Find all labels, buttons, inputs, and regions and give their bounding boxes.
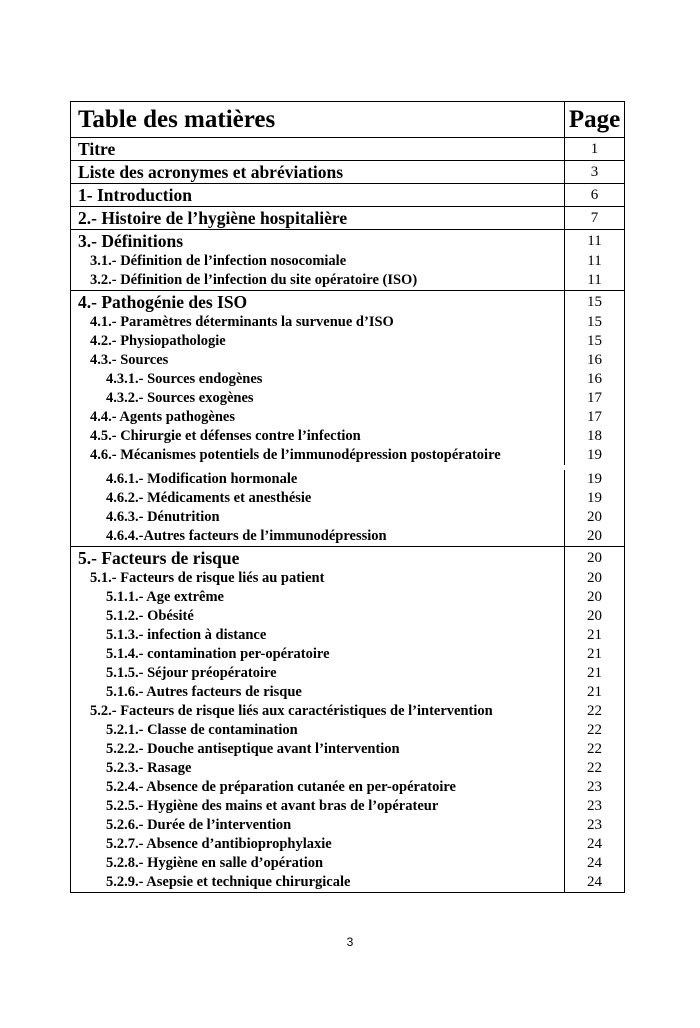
- toc-entry-page: 15: [587, 314, 602, 330]
- toc-entry-page: 11: [587, 253, 602, 269]
- toc-page-header: Page: [568, 106, 621, 133]
- toc-entry-label: 5.1.- Facteurs de risque liés au patient: [71, 569, 565, 588]
- toc-entry-label: Titre: [71, 138, 565, 160]
- toc-entry-label: 5.2.4.- Absence de préparation cutanée en per-opératoire: [71, 778, 565, 797]
- toc-entry-page: 23: [587, 779, 602, 795]
- toc-entry-label: 4.6.1.- Modification hormonale: [71, 470, 565, 489]
- toc-entry: [71, 489, 624, 508]
- toc-entry-page: 17: [587, 409, 602, 425]
- toc-entry-label: 4.3.- Sources: [71, 351, 565, 370]
- toc-entry: [71, 271, 624, 290]
- toc-entry-page: 7: [590, 210, 599, 226]
- toc-entry-page: 15: [587, 333, 602, 349]
- toc-entry-label: 4.- Pathogénie des ISO: [71, 291, 565, 313]
- toc-entry: [71, 252, 624, 271]
- toc-entry: [71, 778, 624, 797]
- toc-entry: [71, 569, 624, 588]
- toc-entry: [71, 547, 624, 569]
- toc-entry-page: 20: [587, 509, 602, 525]
- toc-entry-label: 3.- Définitions: [71, 230, 565, 252]
- toc-entry-label: 5.2.1.- Classe de contamination: [71, 721, 565, 740]
- toc-entry-page: 3: [590, 164, 599, 180]
- toc-entry-label: 4.3.1.- Sources endogènes: [71, 370, 565, 389]
- toc-entry-label: 4.6.3.- Dénutrition: [71, 508, 565, 527]
- toc-entry-label: 2.- Histoire de l’hygiène hospitalière: [71, 207, 565, 229]
- page-number: 3: [346, 935, 354, 949]
- toc-section: [71, 207, 624, 230]
- toc-entry-label: 5.1.3.- infection à distance: [71, 626, 565, 645]
- toc-entry-label: 5.1.2.- Obésité: [71, 607, 565, 626]
- toc-entry-page: 21: [587, 627, 602, 643]
- toc-entry: [71, 207, 624, 229]
- toc-entry-page: 20: [587, 608, 602, 624]
- toc-entry-page: 11: [587, 272, 602, 288]
- toc-entry-page: 24: [587, 836, 602, 852]
- toc-entry-page: 20: [587, 589, 602, 605]
- toc-entry: [71, 664, 624, 683]
- toc-entry-page: 20: [587, 550, 602, 566]
- toc-entry: [71, 370, 624, 389]
- toc-entry: [71, 446, 624, 465]
- toc-entry: [71, 527, 624, 546]
- toc-entry: [71, 721, 624, 740]
- toc-entry-label: 5.2.9.- Asepsie et technique chirurgicale: [71, 873, 565, 892]
- toc-entry: [71, 740, 624, 759]
- toc-entry: [71, 230, 624, 252]
- toc-entry-page: 23: [587, 817, 602, 833]
- toc-entry: [71, 797, 624, 816]
- toc-entry-label: Liste des acronymes et abréviations: [71, 161, 565, 183]
- toc-entry-label: 4.6.- Mécanismes potentiels de l’immunodépression postopératoire: [71, 446, 565, 465]
- toc-entry-label: 4.5.- Chirurgie et défenses contre l’infection: [71, 427, 565, 446]
- toc-entry-page: 16: [587, 371, 602, 387]
- toc-entry-page: 24: [587, 855, 602, 871]
- toc-entry-page: 21: [587, 684, 602, 700]
- toc-entry-label: 5.2.6.- Durée de l’intervention: [71, 816, 565, 835]
- toc-section: [71, 138, 624, 161]
- toc-entry-page: 20: [587, 570, 602, 586]
- toc-entry-label: 5.1.5.- Séjour préopératoire: [71, 664, 565, 683]
- toc-entry: [71, 835, 624, 854]
- toc-section: [71, 291, 624, 547]
- toc-entry-page: 24: [587, 874, 602, 890]
- toc-entry-label: 4.6.2.- Médicaments et anesthésie: [71, 489, 565, 508]
- toc-entry-label: 1- Introduction: [71, 184, 565, 206]
- toc-entry: [71, 588, 624, 607]
- toc-entry-label: 5.2.2.- Douche antiseptique avant l’intervention: [71, 740, 565, 759]
- toc-entry-page: 1: [590, 141, 599, 157]
- toc-entry: [71, 816, 624, 835]
- toc-entry-label: 4.2.- Physiopathologie: [71, 332, 565, 351]
- toc-entry-label: 5.1.1.- Age extrême: [71, 588, 565, 607]
- toc-entry-label: 5.1.6.- Autres facteurs de risque: [71, 683, 565, 702]
- toc-entry: [71, 607, 624, 626]
- toc-section: [71, 230, 624, 291]
- toc-entry-page: 22: [587, 703, 602, 719]
- toc-section: [71, 184, 624, 207]
- toc-entry: [71, 508, 624, 527]
- toc-header: [71, 102, 624, 138]
- toc-entry: [71, 759, 624, 778]
- toc-entry-page: 21: [587, 646, 602, 662]
- toc-entry-label: 5.2.8.- Hygiène en salle d’opération: [71, 854, 565, 873]
- toc-entry-label: 5.- Facteurs de risque: [71, 547, 565, 569]
- toc-entry: [71, 138, 624, 160]
- toc-entry-page: 22: [587, 722, 602, 738]
- toc-entry-page: 15: [587, 294, 602, 310]
- toc-entry-page: 16: [587, 352, 602, 368]
- toc-entry-page: 21: [587, 665, 602, 681]
- toc-title: Table des matières: [71, 102, 565, 137]
- toc-entry: [71, 161, 624, 183]
- toc-entry-page: 11: [587, 233, 602, 249]
- toc-entry-page: 19: [587, 447, 602, 463]
- toc-entry: [71, 291, 624, 313]
- toc-entry: [71, 470, 624, 489]
- toc-entry: [71, 408, 624, 427]
- toc-entry: [71, 854, 624, 873]
- toc-entry-label: 5.2.- Facteurs de risque liés aux caractéristiques de l’intervention: [71, 702, 565, 721]
- toc-entry-page: 22: [587, 741, 602, 757]
- toc-entry: [71, 683, 624, 702]
- toc-entry-label: 5.2.5.- Hygiène des mains et avant bras de l’opérateur: [71, 797, 565, 816]
- toc-entry: [71, 873, 624, 892]
- toc-body: [71, 138, 624, 892]
- toc-entry: [71, 389, 624, 408]
- toc-entry-label: 3.1.- Définition de l’infection nosocomiale: [71, 252, 565, 271]
- toc-entry-label: 4.6.4.-Autres facteurs de l’immunodépression: [71, 527, 565, 546]
- table-of-contents: [70, 101, 625, 893]
- toc-entry-page: 20: [587, 528, 602, 544]
- toc-entry: [71, 332, 624, 351]
- toc-entry: [71, 427, 624, 446]
- toc-entry-label: 5.2.3.- Rasage: [71, 759, 565, 778]
- toc-entry-label: 4.4.- Agents pathogènes: [71, 408, 565, 427]
- toc-entry: [71, 626, 624, 645]
- toc-entry-label: 4.1.- Paramètres déterminants la survenue d’ISO: [71, 313, 565, 332]
- toc-entry-page: 23: [587, 798, 602, 814]
- toc-section: [71, 161, 624, 184]
- toc-entry-page: 19: [587, 471, 602, 487]
- toc-entry-page: 6: [590, 187, 599, 203]
- toc-entry-label: 5.2.7.- Absence d’antibioprophylaxie: [71, 835, 565, 854]
- toc-section: [71, 547, 624, 892]
- toc-entry-label: 3.2.- Définition de l’infection du site opératoire (ISO): [71, 271, 565, 290]
- toc-entry-page: 17: [587, 390, 602, 406]
- toc-entry: [71, 313, 624, 332]
- toc-entry: [71, 702, 624, 721]
- toc-entry: [71, 184, 624, 206]
- toc-entry-page: 22: [587, 760, 602, 776]
- toc-entry-label: 5.1.4.- contamination per-opératoire: [71, 645, 565, 664]
- toc-entry: [71, 645, 624, 664]
- toc-entry-label: 4.3.2.- Sources exogènes: [71, 389, 565, 408]
- toc-entry-page: 18: [587, 428, 602, 444]
- toc-entry: [71, 351, 624, 370]
- toc-entry-page: 19: [587, 490, 602, 506]
